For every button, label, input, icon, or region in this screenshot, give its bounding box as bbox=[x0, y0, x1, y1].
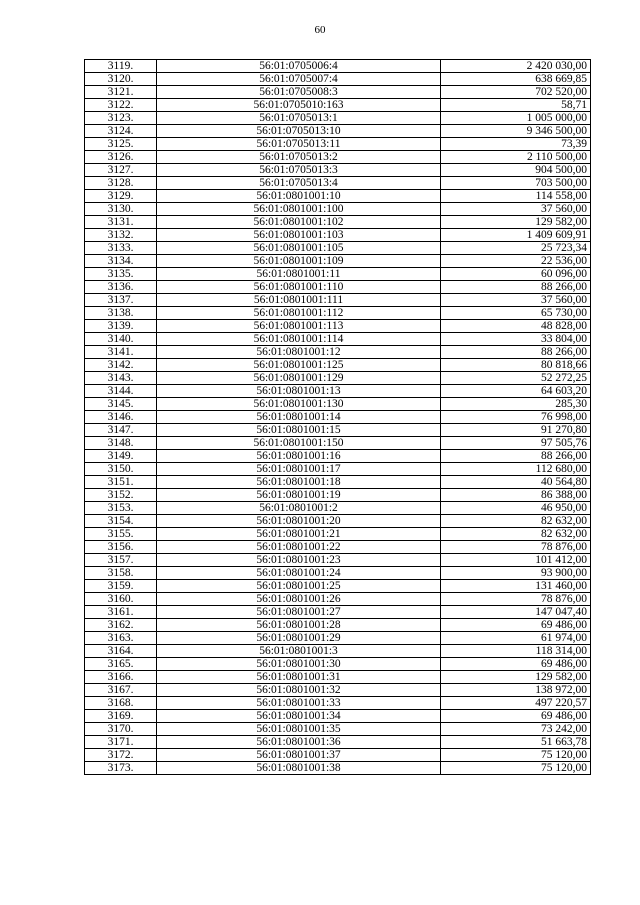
cadastral-value: 25 723,34 bbox=[441, 242, 591, 255]
table-row bbox=[85, 424, 591, 437]
row-number: 3144. bbox=[85, 385, 157, 398]
cadastral-value: 9 346 500,00 bbox=[441, 125, 591, 138]
row-number: 3137. bbox=[85, 294, 157, 307]
table-row bbox=[85, 619, 591, 632]
cadastral-value: 88 266,00 bbox=[441, 346, 591, 359]
cadastral-value: 22 536,00 bbox=[441, 255, 591, 268]
table-row bbox=[85, 541, 591, 554]
cadastral-number: 56:01:0801001:36 bbox=[157, 736, 441, 749]
cadastral-number: 56:01:0705008:3 bbox=[157, 86, 441, 99]
cadastral-value: 638 669,85 bbox=[441, 73, 591, 86]
cadastral-value: 131 460,00 bbox=[441, 580, 591, 593]
table-row bbox=[85, 554, 591, 567]
cadastral-value: 52 272,25 bbox=[441, 372, 591, 385]
cadastral-value: 114 558,00 bbox=[441, 190, 591, 203]
cadastral-number: 56:01:0801001:110 bbox=[157, 281, 441, 294]
cadastral-value: 40 564,80 bbox=[441, 476, 591, 489]
table-row bbox=[85, 515, 591, 528]
cadastral-value-table bbox=[84, 59, 591, 775]
cadastral-value: 51 663,78 bbox=[441, 736, 591, 749]
cadastral-number: 56:01:0801001:27 bbox=[157, 606, 441, 619]
table-row bbox=[85, 268, 591, 281]
row-number: 3124. bbox=[85, 125, 157, 138]
cadastral-number: 56:01:0801001:37 bbox=[157, 749, 441, 762]
row-number: 3171. bbox=[85, 736, 157, 749]
table-row bbox=[85, 255, 591, 268]
row-number: 3148. bbox=[85, 437, 157, 450]
row-number: 3147. bbox=[85, 424, 157, 437]
cadastral-value: 147 047,40 bbox=[441, 606, 591, 619]
row-number: 3157. bbox=[85, 554, 157, 567]
cadastral-value: 73,39 bbox=[441, 138, 591, 151]
table-row bbox=[85, 177, 591, 190]
cadastral-number: 56:01:0801001:29 bbox=[157, 632, 441, 645]
cadastral-value: 37 560,00 bbox=[441, 294, 591, 307]
table-row bbox=[85, 190, 591, 203]
row-number: 3159. bbox=[85, 580, 157, 593]
table-row bbox=[85, 671, 591, 684]
row-number: 3121. bbox=[85, 86, 157, 99]
cadastral-number: 56:01:0801001:150 bbox=[157, 437, 441, 450]
cadastral-number: 56:01:0801001:20 bbox=[157, 515, 441, 528]
cadastral-number: 56:01:0801001:112 bbox=[157, 307, 441, 320]
row-number: 3130. bbox=[85, 203, 157, 216]
cadastral-value: 60 096,00 bbox=[441, 268, 591, 281]
cadastral-number: 56:01:0705007:4 bbox=[157, 73, 441, 86]
cadastral-value: 78 876,00 bbox=[441, 541, 591, 554]
cadastral-number: 56:01:0801001:32 bbox=[157, 684, 441, 697]
table-row bbox=[85, 294, 591, 307]
table-row bbox=[85, 151, 591, 164]
cadastral-value: 61 974,00 bbox=[441, 632, 591, 645]
cadastral-number: 56:01:0801001:125 bbox=[157, 359, 441, 372]
cadastral-number: 56:01:0801001:34 bbox=[157, 710, 441, 723]
cadastral-number: 56:01:0705013:3 bbox=[157, 164, 441, 177]
row-number: 3166. bbox=[85, 671, 157, 684]
table-row bbox=[85, 437, 591, 450]
cadastral-value: 129 582,00 bbox=[441, 216, 591, 229]
table-row bbox=[85, 528, 591, 541]
row-number: 3133. bbox=[85, 242, 157, 255]
row-number: 3141. bbox=[85, 346, 157, 359]
cadastral-value: 80 818,66 bbox=[441, 359, 591, 372]
row-number: 3127. bbox=[85, 164, 157, 177]
cadastral-value: 118 314,00 bbox=[441, 645, 591, 658]
cadastral-number: 56:01:0801001:24 bbox=[157, 567, 441, 580]
cadastral-number: 56:01:0801001:103 bbox=[157, 229, 441, 242]
row-number: 3164. bbox=[85, 645, 157, 658]
cadastral-number: 56:01:0801001:130 bbox=[157, 398, 441, 411]
table-row bbox=[85, 762, 591, 775]
cadastral-value: 88 266,00 bbox=[441, 281, 591, 294]
row-number: 3151. bbox=[85, 476, 157, 489]
cadastral-number: 56:01:0705013:1 bbox=[157, 112, 441, 125]
cadastral-value: 75 120,00 bbox=[441, 749, 591, 762]
cadastral-number: 56:01:0801001:18 bbox=[157, 476, 441, 489]
table-row bbox=[85, 749, 591, 762]
cadastral-value: 37 560,00 bbox=[441, 203, 591, 216]
row-number: 3162. bbox=[85, 619, 157, 632]
cadastral-value: 904 500,00 bbox=[441, 164, 591, 177]
row-number: 3161. bbox=[85, 606, 157, 619]
row-number: 3156. bbox=[85, 541, 157, 554]
cadastral-number: 56:01:0801001:25 bbox=[157, 580, 441, 593]
table-row bbox=[85, 398, 591, 411]
row-number: 3153. bbox=[85, 502, 157, 515]
row-number: 3134. bbox=[85, 255, 157, 268]
row-number: 3131. bbox=[85, 216, 157, 229]
table-body bbox=[85, 60, 591, 775]
row-number: 3169. bbox=[85, 710, 157, 723]
cadastral-value: 1 409 609,91 bbox=[441, 229, 591, 242]
cadastral-number: 56:01:0705006:4 bbox=[157, 60, 441, 73]
table-row bbox=[85, 333, 591, 346]
cadastral-number: 56:01:0801001:109 bbox=[157, 255, 441, 268]
cadastral-number: 56:01:0801001:22 bbox=[157, 541, 441, 554]
row-number: 3167. bbox=[85, 684, 157, 697]
table-row bbox=[85, 164, 591, 177]
cadastral-value: 69 486,00 bbox=[441, 710, 591, 723]
table-row bbox=[85, 73, 591, 86]
cadastral-value: 73 242,00 bbox=[441, 723, 591, 736]
cadastral-value: 101 412,00 bbox=[441, 554, 591, 567]
table-row bbox=[85, 60, 591, 73]
table-row bbox=[85, 710, 591, 723]
row-number: 3140. bbox=[85, 333, 157, 346]
cadastral-number: 56:01:0801001:111 bbox=[157, 294, 441, 307]
cadastral-value: 46 950,00 bbox=[441, 502, 591, 515]
cadastral-value: 78 876,00 bbox=[441, 593, 591, 606]
cadastral-value: 2 110 500,00 bbox=[441, 151, 591, 164]
cadastral-value: 93 900,00 bbox=[441, 567, 591, 580]
cadastral-number: 56:01:0801001:12 bbox=[157, 346, 441, 359]
cadastral-number: 56:01:0801001:30 bbox=[157, 658, 441, 671]
row-number: 3135. bbox=[85, 268, 157, 281]
cadastral-value: 48 828,00 bbox=[441, 320, 591, 333]
cadastral-value: 82 632,00 bbox=[441, 528, 591, 541]
table-row bbox=[85, 450, 591, 463]
cadastral-number: 56:01:0801001:105 bbox=[157, 242, 441, 255]
table-row bbox=[85, 593, 591, 606]
cadastral-number: 56:01:0705013:11 bbox=[157, 138, 441, 151]
cadastral-number: 56:01:0801001:38 bbox=[157, 762, 441, 775]
table-row bbox=[85, 216, 591, 229]
cadastral-value: 285,30 bbox=[441, 398, 591, 411]
row-number: 3150. bbox=[85, 463, 157, 476]
table-row bbox=[85, 580, 591, 593]
table-row bbox=[85, 502, 591, 515]
row-number: 3123. bbox=[85, 112, 157, 125]
cadastral-value: 497 220,57 bbox=[441, 697, 591, 710]
table-row bbox=[85, 385, 591, 398]
cadastral-number: 56:01:0801001:23 bbox=[157, 554, 441, 567]
table-row bbox=[85, 632, 591, 645]
cadastral-value: 76 998,00 bbox=[441, 411, 591, 424]
page-number: 60 bbox=[314, 24, 326, 36]
table-row bbox=[85, 489, 591, 502]
cadastral-number: 56:01:0801001:26 bbox=[157, 593, 441, 606]
cadastral-value: 112 680,00 bbox=[441, 463, 591, 476]
row-number: 3138. bbox=[85, 307, 157, 320]
table-row bbox=[85, 463, 591, 476]
cadastral-number: 56:01:0801001:102 bbox=[157, 216, 441, 229]
row-number: 3129. bbox=[85, 190, 157, 203]
row-number: 3126. bbox=[85, 151, 157, 164]
row-number: 3120. bbox=[85, 73, 157, 86]
cadastral-number: 56:01:0801001:11 bbox=[157, 268, 441, 281]
cadastral-value: 91 270,80 bbox=[441, 424, 591, 437]
row-number: 3119. bbox=[85, 60, 157, 73]
cadastral-value: 97 505,76 bbox=[441, 437, 591, 450]
cadastral-number: 56:01:0801001:100 bbox=[157, 203, 441, 216]
row-number: 3172. bbox=[85, 749, 157, 762]
row-number: 3170. bbox=[85, 723, 157, 736]
row-number: 3173. bbox=[85, 762, 157, 775]
table-row bbox=[85, 567, 591, 580]
row-number: 3132. bbox=[85, 229, 157, 242]
row-number: 3146. bbox=[85, 411, 157, 424]
cadastral-number: 56:01:0801001:15 bbox=[157, 424, 441, 437]
row-number: 3168. bbox=[85, 697, 157, 710]
cadastral-number: 56:01:0801001:3 bbox=[157, 645, 441, 658]
cadastral-value: 69 486,00 bbox=[441, 619, 591, 632]
table-row bbox=[85, 320, 591, 333]
cadastral-value: 129 582,00 bbox=[441, 671, 591, 684]
cadastral-value: 702 520,00 bbox=[441, 86, 591, 99]
cadastral-value: 82 632,00 bbox=[441, 515, 591, 528]
cadastral-value: 69 486,00 bbox=[441, 658, 591, 671]
row-number: 3145. bbox=[85, 398, 157, 411]
cadastral-value: 75 120,00 bbox=[441, 762, 591, 775]
table-row bbox=[85, 125, 591, 138]
table-row bbox=[85, 723, 591, 736]
table-row bbox=[85, 307, 591, 320]
cadastral-number: 56:01:0801001:113 bbox=[157, 320, 441, 333]
cadastral-value: 1 005 000,00 bbox=[441, 112, 591, 125]
row-number: 3149. bbox=[85, 450, 157, 463]
table-row bbox=[85, 281, 591, 294]
table-row bbox=[85, 86, 591, 99]
cadastral-number: 56:01:0801001:35 bbox=[157, 723, 441, 736]
cadastral-value: 65 730,00 bbox=[441, 307, 591, 320]
cadastral-number: 56:01:0801001:21 bbox=[157, 528, 441, 541]
row-number: 3122. bbox=[85, 99, 157, 112]
cadastral-number: 56:01:0801001:13 bbox=[157, 385, 441, 398]
cadastral-value: 703 500,00 bbox=[441, 177, 591, 190]
cadastral-number: 56:01:0801001:31 bbox=[157, 671, 441, 684]
table-row bbox=[85, 372, 591, 385]
table-row bbox=[85, 203, 591, 216]
table-row bbox=[85, 606, 591, 619]
table-row bbox=[85, 411, 591, 424]
cadastral-number: 56:01:0801001:33 bbox=[157, 697, 441, 710]
table-row bbox=[85, 99, 591, 112]
row-number: 3142. bbox=[85, 359, 157, 372]
cadastral-number: 56:01:0801001:14 bbox=[157, 411, 441, 424]
table-row bbox=[85, 359, 591, 372]
row-number: 3143. bbox=[85, 372, 157, 385]
table-row bbox=[85, 476, 591, 489]
table-row bbox=[85, 658, 591, 671]
cadastral-number: 56:01:0705013:4 bbox=[157, 177, 441, 190]
cadastral-number: 56:01:0801001:16 bbox=[157, 450, 441, 463]
table-row bbox=[85, 112, 591, 125]
table-row bbox=[85, 645, 591, 658]
row-number: 3154. bbox=[85, 515, 157, 528]
cadastral-value: 2 420 030,00 bbox=[441, 60, 591, 73]
row-number: 3139. bbox=[85, 320, 157, 333]
cadastral-value: 86 388,00 bbox=[441, 489, 591, 502]
table-row bbox=[85, 242, 591, 255]
cadastral-number: 56:01:0801001:28 bbox=[157, 619, 441, 632]
table-row bbox=[85, 697, 591, 710]
cadastral-value: 64 603,20 bbox=[441, 385, 591, 398]
cadastral-number: 56:01:0801001:129 bbox=[157, 372, 441, 385]
cadastral-number: 56:01:0801001:17 bbox=[157, 463, 441, 476]
row-number: 3158. bbox=[85, 567, 157, 580]
row-number: 3128. bbox=[85, 177, 157, 190]
cadastral-number: 56:01:0801001:19 bbox=[157, 489, 441, 502]
table-row bbox=[85, 346, 591, 359]
cadastral-value: 88 266,00 bbox=[441, 450, 591, 463]
row-number: 3155. bbox=[85, 528, 157, 541]
cadastral-value: 33 804,00 bbox=[441, 333, 591, 346]
table-row bbox=[85, 684, 591, 697]
cadastral-number: 56:01:0801001:2 bbox=[157, 502, 441, 515]
row-number: 3125. bbox=[85, 138, 157, 151]
row-number: 3136. bbox=[85, 281, 157, 294]
table-row bbox=[85, 736, 591, 749]
table-row bbox=[85, 229, 591, 242]
row-number: 3165. bbox=[85, 658, 157, 671]
row-number: 3163. bbox=[85, 632, 157, 645]
cadastral-value: 58,71 bbox=[441, 99, 591, 112]
row-number: 3152. bbox=[85, 489, 157, 502]
cadastral-value: 138 972,00 bbox=[441, 684, 591, 697]
cadastral-number: 56:01:0801001:10 bbox=[157, 190, 441, 203]
cadastral-number: 56:01:0705013:2 bbox=[157, 151, 441, 164]
table-row bbox=[85, 138, 591, 151]
cadastral-number: 56:01:0801001:114 bbox=[157, 333, 441, 346]
cadastral-number: 56:01:0705013:10 bbox=[157, 125, 441, 138]
row-number: 3160. bbox=[85, 593, 157, 606]
cadastral-number: 56:01:0705010:163 bbox=[157, 99, 441, 112]
